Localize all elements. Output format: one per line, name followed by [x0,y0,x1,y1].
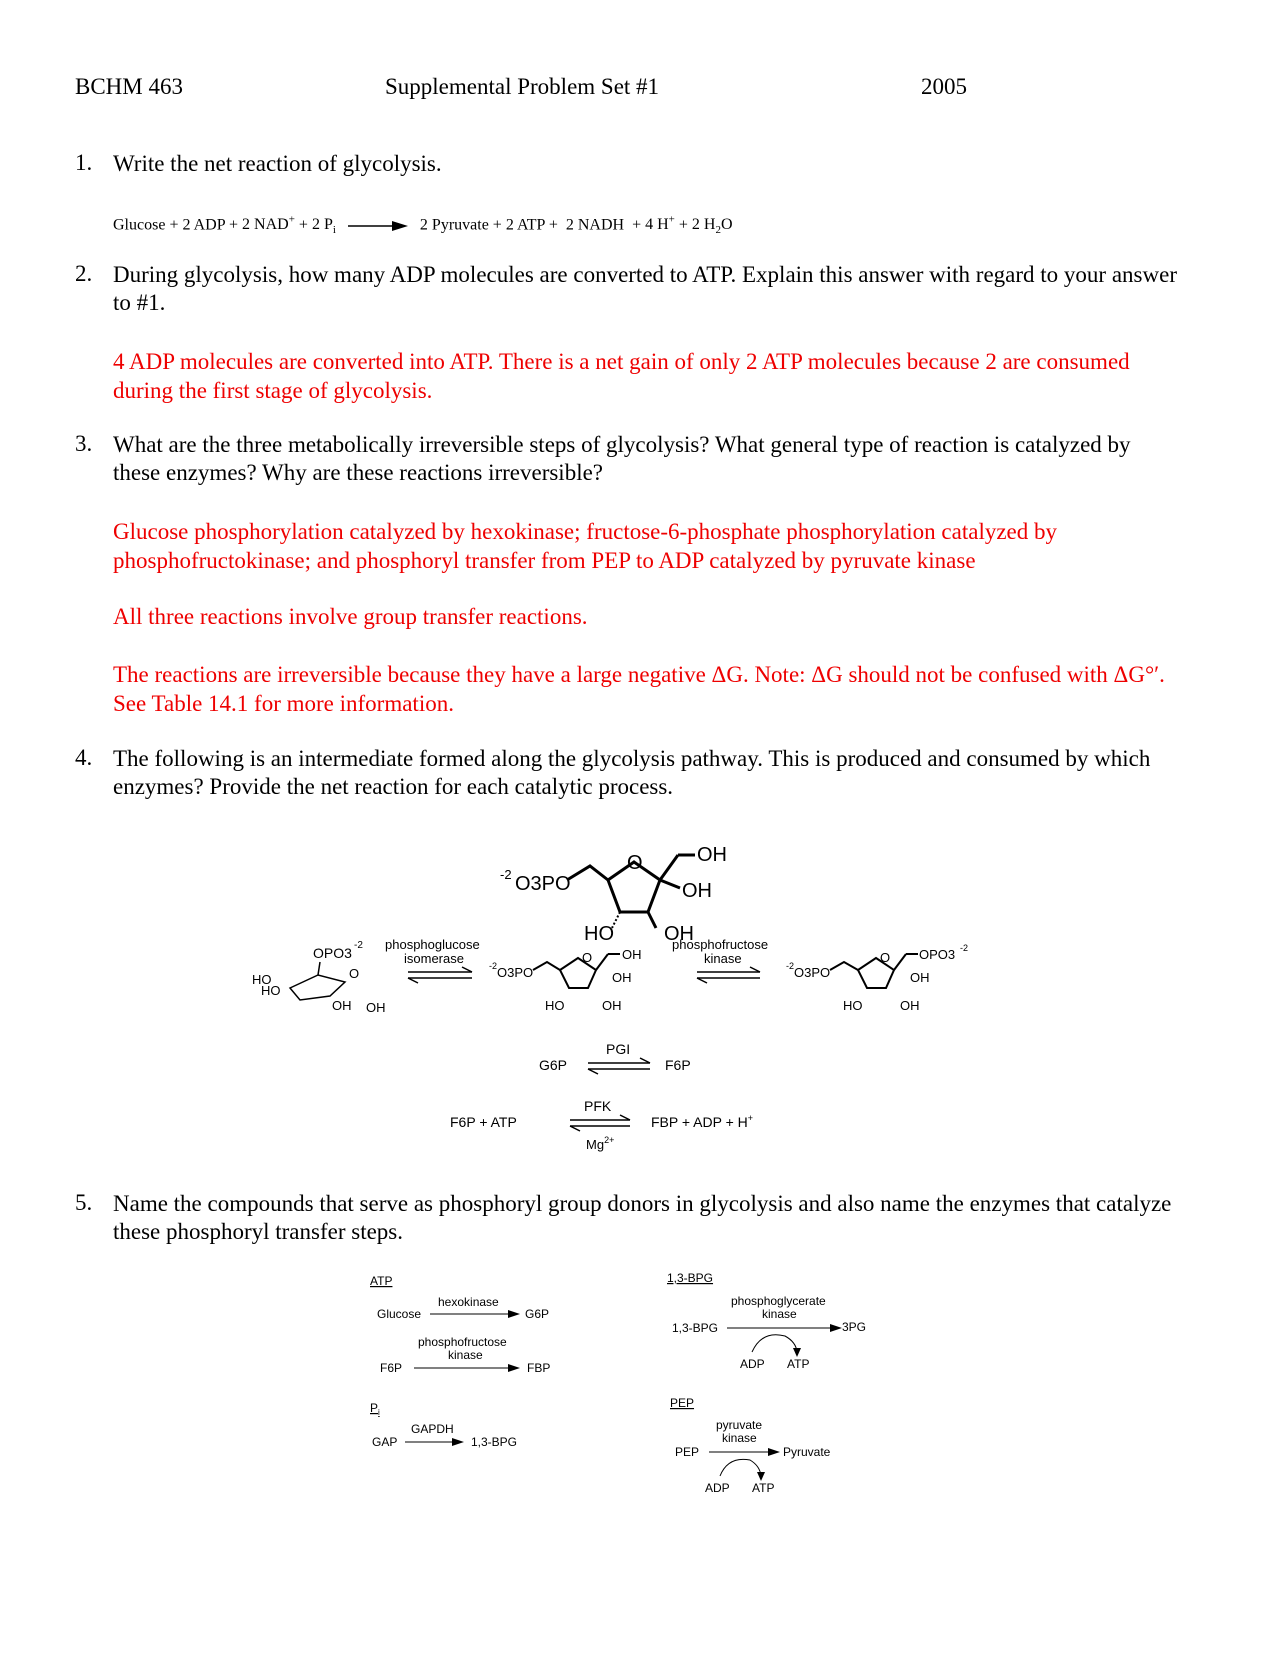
plus-sign: + [229,216,239,234]
plus-sign: + [492,216,502,234]
product-label: FBP [527,1361,551,1375]
enzyme-label: kinase [722,1431,757,1445]
water-h: 2 H [691,216,716,234]
equilibrium-arrow [588,1058,650,1074]
enzyme-label: phosphoglycerate [731,1294,826,1308]
reactant-nad [242,216,295,233]
cofactor-label: ATP [787,1357,810,1371]
question-number: 2. [75,261,93,286]
charge-label: -2 [354,940,363,951]
proton-charge: + [747,1113,754,1123]
reaction-arrow [430,1310,520,1318]
hydroxyl-label: OH [910,970,930,985]
phosphate-label: OPO3 [313,945,352,961]
g6p-structure [252,940,386,1015]
product-label: 3PG [842,1320,867,1334]
proton-label: 4 H [645,216,669,234]
enzyme-label: kinase [704,951,742,966]
charge-label: -2 [960,943,969,953]
donor-heading [370,1401,380,1417]
equilibrium-arrow [408,967,472,983]
enzyme-label: GAPDH [411,1422,454,1436]
product-nadh: 2 NADH [565,216,625,234]
hydroxyl-label: HO [584,923,614,945]
question-text: Write the net reaction of glycolysis. [113,151,442,176]
hydroxyl-label: OH [602,998,622,1013]
mg-label: Mg [586,1137,605,1152]
q5-figure [0,1260,1280,1520]
f6p-structure [489,947,642,1013]
charge-sup: + [668,214,675,226]
hydroxyl-label: OH [664,923,694,945]
enzyme-label: hexokinase [438,1295,499,1309]
reaction-right [651,1113,753,1130]
reaction-arrow [709,1448,780,1456]
net-reaction [113,214,733,237]
enzyme-label: PGI [606,1041,631,1057]
donor-heading: ATP [370,1274,393,1288]
hydroxyl-label: HO [261,983,281,998]
charge-label: -2 [500,867,512,882]
question-number: 5. [75,1190,93,1215]
enzyme-label: phosphoglucose [385,937,480,952]
donor-heading: PEP [670,1396,695,1410]
equilibrium-arrow [697,967,760,983]
hydroxyl-label: OH [697,844,727,866]
pi-label: P [370,1401,379,1415]
substrate-label: GAP [372,1435,398,1449]
hydroxyl-label: HO [843,998,863,1013]
year: 2005 [921,74,967,99]
reactant-adp: 2 ADP [182,216,225,234]
hydroxyl-label: OH [612,970,632,985]
hydroxyl-label: HO [252,972,272,987]
plus-sign: + [632,216,642,234]
phosphate-label: O3PO [515,873,571,895]
question-text: The following is an intermediate formed along the glycolysis pathway. This is produced and consumed by which enzymes? Provide the net reaction for each catalytic process. [113,746,1151,799]
fbp-small-structure [786,943,968,1013]
ring-oxygen: O [349,966,360,981]
product-proton [645,216,675,233]
g6p-label: G6P [539,1057,568,1073]
ring-oxygen: O [582,950,593,965]
product-label: Pyruvate [783,1445,831,1459]
charge-label: -2 [786,961,795,971]
enzyme-label: PFK [584,1098,612,1114]
answer-text: All three reactions involve group transfer reactions. [113,604,588,629]
cofactor-label: ADP [705,1481,730,1495]
cofactor-arc [752,1335,801,1357]
question-number: 1. [75,150,93,175]
reaction-arrow [727,1324,842,1332]
plus-sign: + [678,216,688,234]
course-code: BCHM 463 [75,74,183,99]
question-text: Name the compounds that serve as phosphoryl group donors in glycolysis and also name the enzymes that catalyze these phosphoryl transfer steps. [113,1191,1172,1244]
charge-label: -2 [489,961,498,971]
water-subscript: 2 [715,224,721,237]
answer-text: 4 ADP molecules are converted into ATP. There is a net gain of only 2 ATP molecules because 2 are consumed during the first stage of glycolysis. [113,349,1130,403]
enzyme-label: kinase [448,1348,483,1362]
reaction-arrow [414,1364,520,1372]
substrate-label: PEP [675,1445,700,1459]
enzyme-label: kinase [762,1307,797,1321]
reaction-arrow [405,1438,464,1446]
ring-oxygen: O [627,852,643,874]
product-water [691,216,733,237]
enzyme-label: isomerase [404,951,464,966]
q4-figure [0,815,1280,1175]
water-o: O [720,216,733,234]
question-text: During glycolysis, how many ADP molecules are converted to ATP. Explain this answer with regard to your answer to #1. [113,262,1177,315]
page-title: Supplemental Problem Set #1 [385,74,660,99]
reaction-left: F6P + ATP [450,1114,517,1130]
product-label: 1,3-BPG [471,1435,518,1449]
hydroxyl-label: OH [622,947,642,962]
hydroxyl-label: OH [682,880,712,902]
nad-label: 2 NAD [242,216,289,234]
enzyme-label: phosphofructose [672,937,769,952]
equilibrium-arrow [570,1115,630,1131]
hydroxyl-label: OH [900,998,920,1013]
ring-oxygen: O [880,950,891,965]
pi-subscript: i [378,1408,380,1417]
answer-text: Glucose phosphorylation catalyzed by hexokinase; fructose-6-phosphate phosphorylation catalyzed by phosphofructokinase; and phosphoryl transfer from PEP to ADP catalyzed by pyruvate kinase [113,519,1057,573]
mg-charge: 2+ [604,1135,615,1145]
enzyme-label: phosphofructose [418,1335,507,1349]
reaction-right-label: FBP + ADP + H [651,1114,748,1130]
phosphate-label: OPO3 [919,947,956,962]
reaction-arrow [346,220,410,232]
product-pyruvate: 2 Pyruvate [419,216,489,234]
phosphate-label: O3PO [497,965,534,980]
cofactor-label: ADP [740,1357,765,1371]
substrate-label: F6P [380,1361,403,1375]
enzyme-label: pyruvate [716,1418,763,1432]
cofactor-label: ATP [752,1481,775,1495]
substrate-label: Glucose [377,1307,422,1321]
hydroxyl-label: HO [545,998,565,1013]
product-atp: 2 ATP [505,216,545,234]
question-number: 4. [75,745,93,770]
hydroxyl-label: OH [332,998,352,1013]
pi-label: 2 P [311,216,333,234]
hydroxyl-label: OH [366,1000,386,1015]
substrate-label: 1,3-BPG [672,1321,719,1335]
question-number: 3. [75,431,93,456]
pi-subscript: i [332,224,336,237]
donor-heading: 1,3-BPG [667,1271,714,1285]
f6p-label: F6P [665,1057,691,1073]
cofactor-label [586,1135,614,1152]
fbp-structure [500,844,727,945]
cofactor-arc [720,1459,765,1481]
reactant-glucose: Glucose [113,216,166,234]
charge-sup: + [288,214,295,226]
phosphate-label: O3PO [794,965,831,980]
plus-sign: + [169,216,179,234]
answer-text: The reactions are irreversible because they have a large negative ΔG. Note: ΔG should not be confused with ΔG°′. See Table 14.1 for more information. [113,662,1165,716]
plus-sign: + [298,216,308,234]
question-text: What are the three metabolically irreversible steps of glycolysis? What general type of reaction is catalyzed by these enzymes? Why are these reactions irreversible? [113,432,1131,485]
plus-sign: + [548,216,558,234]
reactant-pi [311,216,336,237]
product-label: G6P [525,1307,550,1321]
